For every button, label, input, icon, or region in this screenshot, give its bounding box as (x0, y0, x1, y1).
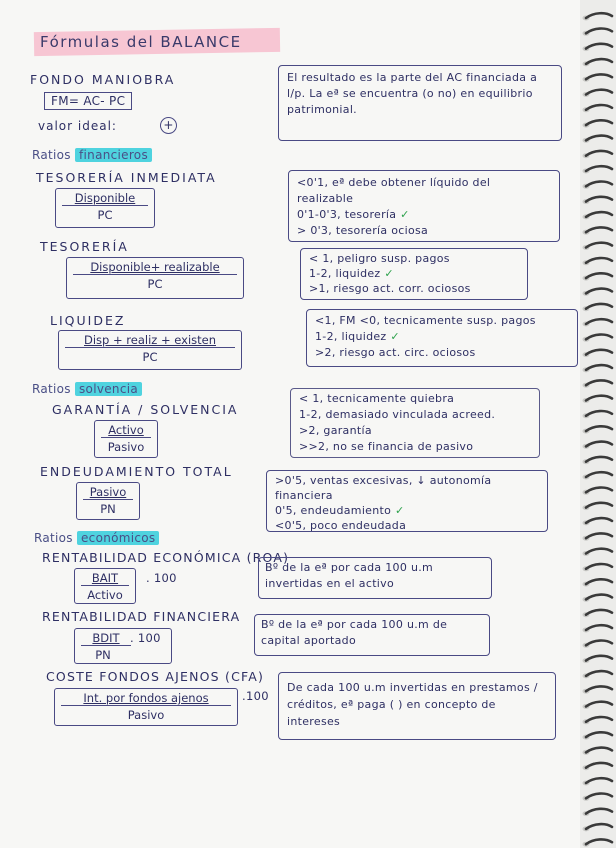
note-line: >0'5, ventas excesivas, ↓ autonomía financiera (275, 474, 492, 502)
section-solvencia (32, 382, 142, 396)
formula-numerator: Disponible+ realizable (73, 260, 237, 275)
check-icon: ✓ (384, 267, 394, 280)
endeudamiento-notes (266, 470, 548, 532)
page-title: Fórmulas del BALANCE (40, 33, 242, 51)
liquidez-notes (306, 309, 578, 367)
note-line: 0'5, endeudamiento (275, 504, 392, 517)
liquidez-heading: LIQUIDEZ (50, 313, 126, 328)
check-icon: ✓ (400, 208, 410, 221)
section-prefix: Ratios (32, 148, 71, 162)
formula-denominator: PC (147, 277, 163, 291)
note-line: 1-2, demasiado vinculada acreed. (299, 408, 496, 421)
note-line: 1-2, liquidez (309, 267, 381, 280)
tesoreria-inmediata-heading: TESORERÍA INMEDIATA (36, 170, 217, 185)
multiplier: .100 (242, 689, 269, 703)
garantia-heading: GARANTÍA / SOLVENCIA (52, 402, 239, 417)
note-line: >2, riesgo act. circ. ociosos (315, 346, 476, 359)
formula-numerator: Activo (101, 423, 151, 438)
rentab-eco-note: Bº de la eª por cada 100 u.m invertidas en el activo (265, 561, 434, 590)
formula-denominator: PC (142, 350, 158, 364)
liquidez-formula (58, 330, 242, 370)
tesoreria-inmediata-formula (55, 188, 155, 228)
note-line: < 1, tecnicamente quiebra (299, 392, 455, 405)
formula-denominator: Pasivo (127, 708, 165, 722)
section-prefix: Ratios (32, 382, 71, 396)
formula-denominator: PN (100, 502, 116, 516)
spiral-binding (580, 0, 616, 848)
rentab-fin-note-box (254, 614, 490, 656)
endeudamiento-heading: ENDEUDAMIENTO TOTAL (40, 464, 233, 479)
rentab-eco-formula (74, 568, 136, 604)
note-line: <0'1, eª debe obtener líquido del realizable (297, 176, 491, 205)
coste-note: De cada 100 u.m invertidas en prestamos / créditos, eª paga ( ) en concepto de intereses (287, 681, 538, 728)
note-line: >1, riesgo act. corr. ociosos (309, 282, 471, 295)
formula-numerator: BAIT (81, 571, 129, 586)
formula-denominator: Pasivo (107, 440, 145, 454)
check-icon: ✓ (390, 330, 400, 343)
section-prefix: Ratios (34, 531, 73, 545)
note-line: < 1, peligro susp. pagos (309, 252, 450, 265)
formula-numerator: Disponible (62, 191, 148, 206)
multiplier: . 100 (130, 631, 161, 645)
note-line: 0'1-0'3, tesorería (297, 208, 397, 221)
note-line: >2, garantía (299, 424, 372, 437)
rentab-eco-heading: RENTABILIDAD ECONÓMICA (ROA) (42, 550, 290, 565)
coste-note-box (278, 672, 556, 740)
note-line: <1, FM <0, tecnicamente susp. pagos (315, 314, 536, 327)
fondo-note-box (278, 65, 562, 141)
rentab-fin-heading: RENTABILIDAD FINANCIERA (42, 609, 241, 624)
note-line: <0'5, poco endeudada (275, 519, 407, 532)
section-label: solvencia (75, 382, 142, 396)
check-icon: ✓ (394, 504, 405, 517)
formula-numerator: Int. por fondos ajenos (61, 691, 231, 706)
section-economicos (34, 531, 159, 545)
note-line: > 0'3, tesorería ociosa (297, 224, 429, 237)
formula-numerator: Pasivo (83, 485, 133, 500)
section-label: económicos (77, 531, 159, 545)
section-financieros (32, 148, 152, 162)
rentab-eco-note-box (258, 557, 492, 599)
formula-denominator: PN (95, 648, 111, 662)
formula-numerator: Disp + realiz + existen (65, 333, 235, 348)
rentab-fin-note: Bº de la eª por cada 100 u.m de capital aportado (261, 618, 448, 647)
coste-formula (54, 688, 238, 726)
valor-ideal-label: valor ideal: (38, 119, 117, 133)
tesoreria-heading: TESORERÍA (40, 239, 129, 254)
note-line: 1-2, liquidez (315, 330, 387, 343)
fondo-heading: FONDO MANIOBRA (30, 72, 176, 87)
tesoreria-notes (300, 248, 528, 300)
fondo-formula: FM= AC- PC (44, 92, 132, 110)
formula-denominator: Activo (87, 588, 123, 602)
endeudamiento-formula (76, 482, 140, 520)
multiplier: . 100 (146, 571, 177, 585)
formula-denominator: PC (97, 208, 113, 222)
garantia-formula (94, 420, 158, 458)
note-line: >>2, no se financia de pasivo (299, 440, 474, 453)
valor-ideal-value: + (160, 117, 177, 134)
formula-numerator: BDIT (81, 631, 131, 646)
section-label: financieros (75, 148, 152, 162)
coste-heading: COSTE FONDOS AJENOS (CFA) (46, 669, 265, 684)
fondo-note: El resultado es la parte del AC financiada a l/p. La eª se encuentra (o no) en equilibrio patrimonial. (287, 71, 538, 116)
tesoreria-inmediata-notes (288, 170, 560, 242)
tesoreria-formula (66, 257, 244, 299)
garantia-notes (290, 388, 540, 458)
